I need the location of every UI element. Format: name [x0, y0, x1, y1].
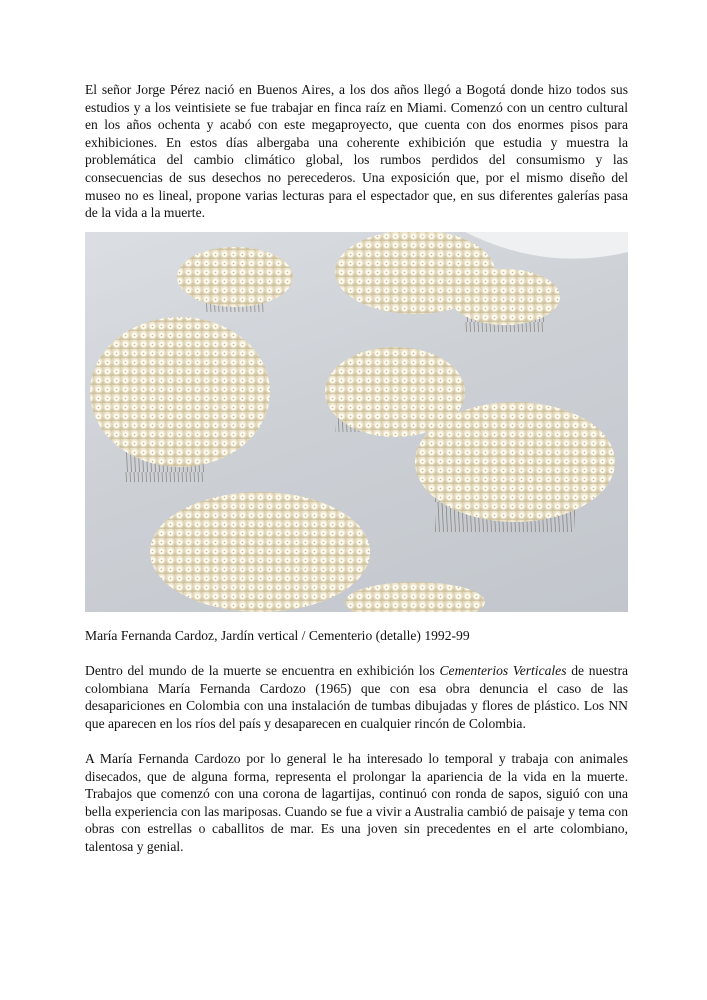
photo-caption: María Fernanda Cardoz, Jardín vertical / Cementerio (detalle) 1992-99: [85, 628, 470, 643]
intro-paragraph: El señor Jorge Pérez nació en Buenos Aires, a los dos años llegó a Bogotá donde hizo todos sus estudios y a los veintisiete se fue trabajar en finca raíz en Miami. Comenzó con un centro cultural en los años ochenta y acabó con este megaproyecto, que cuenta con dos enormes pisos para exhibiciones. En estos días albergaba una coherente exhibición que estudia y muestra la problemática del cambio climático global, los rumbos perdidos del consumismo y las consecuencias de sus desechos no perecederos. Una exposición que, por el mismo diseño del museo no es lineal, propone varias lecturas para el espectador que, en sus diferentes galerías pasa de la vida a la muerte.: [85, 82, 628, 221]
third-paragraph: A María Fernanda Cardozo por lo general le ha interesado lo temporal y trabaja con animales disecados, que de alguna forma, representa el prolongar la apariencia de la vida en la muerte. Trabajos que comenzó con una corona de lagartijas, continuó con ronda de sapos, siguió con una bella experiencia con las mariposas. Cuando se fue a vivir a Australia cambió de paisaje y tema con obras con estrellas o caballitos de mar. Es una joven sin precedentes en el arte colombiano, talentosa y genial.: [85, 751, 628, 854]
second-paragraph-start: Dentro del mundo de la muerte se encuentra en exhibición los: [85, 663, 440, 678]
installation-photo: [85, 232, 628, 612]
second-paragraph: [85, 662, 628, 732]
artwork-title: Cementerios Verticales: [439, 663, 567, 678]
second-paragraph-end: de nuestra colombiana María Fernanda Cardozo (1965) que con esa obra denuncia el caso de las desapariciones en Colombia con una instalación de tumbas dibujadas y flores de plástico. Los NN que aparecen en los ríos del país y desaparecen en cualquier rincón de Colombia.: [85, 663, 629, 731]
